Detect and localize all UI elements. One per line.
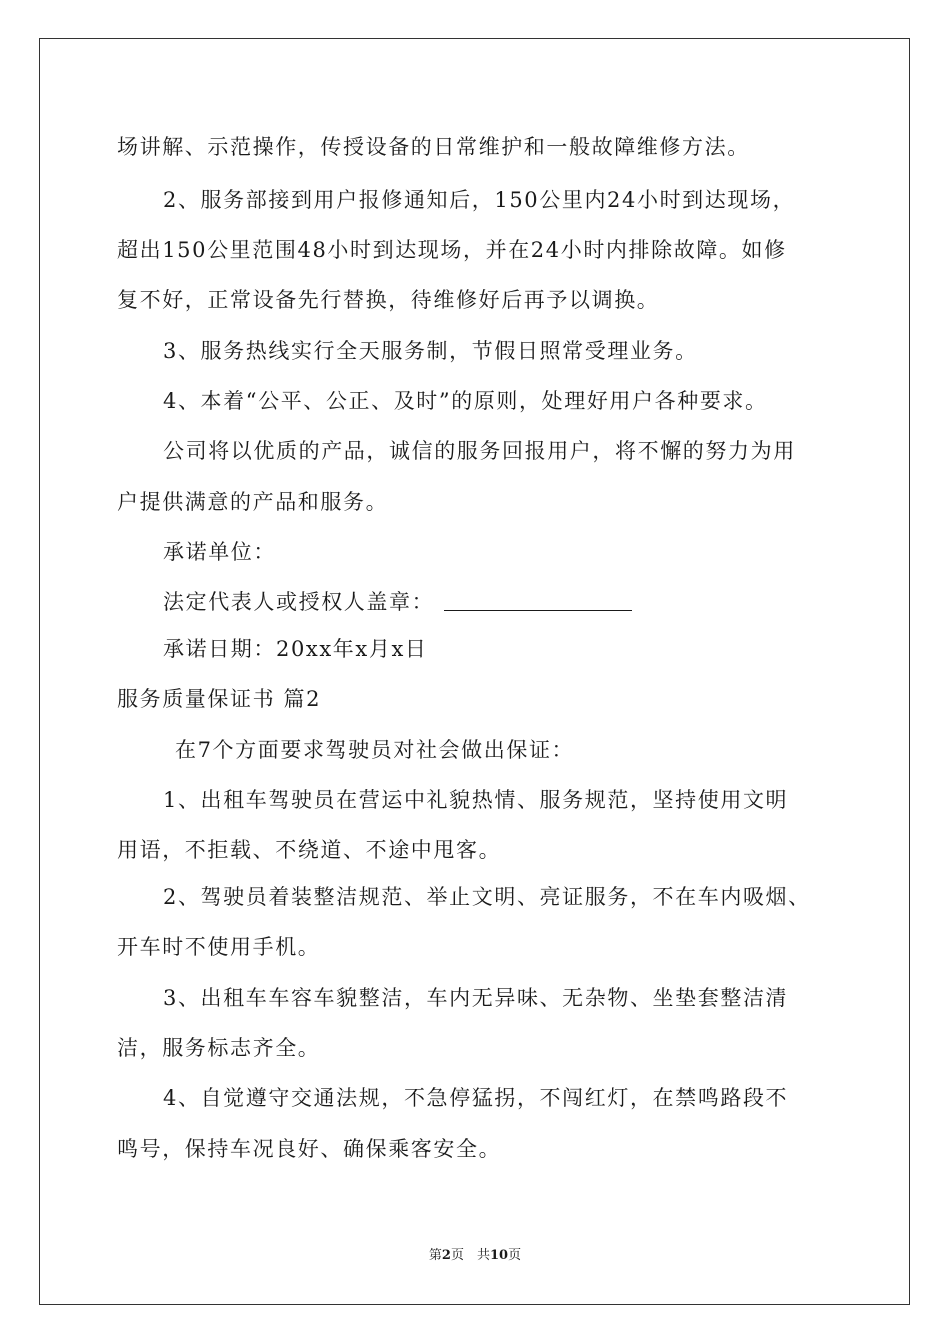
footer-suffix: 页 — [508, 1248, 522, 1263]
paragraph-line: 在7个方面要求驾驶员对社会做出保证： — [175, 738, 575, 762]
paragraph-line: 洁，服务标志齐全。 — [117, 1036, 321, 1060]
paragraph-line: 开车时不使用手机。 — [117, 935, 321, 959]
paragraph-line: 2、驾驶员着装整洁规范、举止文明、亮证服务，不在车内吸烟、 — [163, 885, 811, 909]
paragraph-line: 1、出租车驾驶员在营运中礼貌热情、服务规范，坚持使用文明 — [163, 788, 789, 812]
paragraph-line: 3、出租车车容车貌整洁，车内无异味、无杂物、坐垫套整洁清 — [163, 986, 789, 1010]
section-heading: 服务质量保证书 篇2 — [117, 687, 322, 711]
paragraph-line: 用语，不拒载、不绕道、不途中甩客。 — [117, 838, 502, 862]
footer-middle: 页 共 — [450, 1248, 490, 1263]
paragraph-line: 鸣号，保持车况良好、确保乘客安全。 — [117, 1137, 502, 1161]
paragraph-line: 户提供满意的产品和服务。 — [117, 490, 389, 514]
pledge-date: 承诺日期：20xx年x月x日 — [163, 637, 428, 661]
page-frame — [39, 38, 910, 1305]
paragraph-line: 3、服务热线实行全天服务制，节假日照常受理业务。 — [163, 339, 698, 363]
signature-row — [163, 587, 632, 617]
paragraph-line: 场讲解、示范操作，传授设备的日常维护和一般故障维修方法。 — [117, 135, 750, 159]
paragraph-line: 超出150公里范围48小时到达现场，并在24小时内排除故障。如修 — [117, 238, 787, 262]
paragraph-line: 4、本着“公平、公正、及时”的原则，处理好用户各种要求。 — [163, 389, 768, 413]
signature-blank-line — [444, 590, 632, 611]
paragraph-line: 复不好，正常设备先行替换，待维修好后再予以调换。 — [117, 288, 660, 312]
paragraph-line: 4、自觉遵守交通法规，不急停猛拐，不闯红灯，在禁鸣路段不 — [163, 1086, 789, 1110]
signature-label: 法定代表人或授权人盖章： — [163, 590, 435, 614]
footer-total-pages: 10 — [489, 1248, 509, 1263]
footer-page-number: 2 — [441, 1248, 451, 1263]
pledge-unit-label: 承诺单位： — [163, 540, 276, 564]
footer-prefix: 第 — [428, 1248, 442, 1263]
paragraph-line: 公司将以优质的产品，诚信的服务回报用户，将不懈的努力为用 — [163, 439, 796, 463]
paragraph-line: 2、服务部接到用户报修通知后，150公里内24小时到达现场， — [163, 188, 796, 212]
page-footer — [0, 1247, 950, 1265]
